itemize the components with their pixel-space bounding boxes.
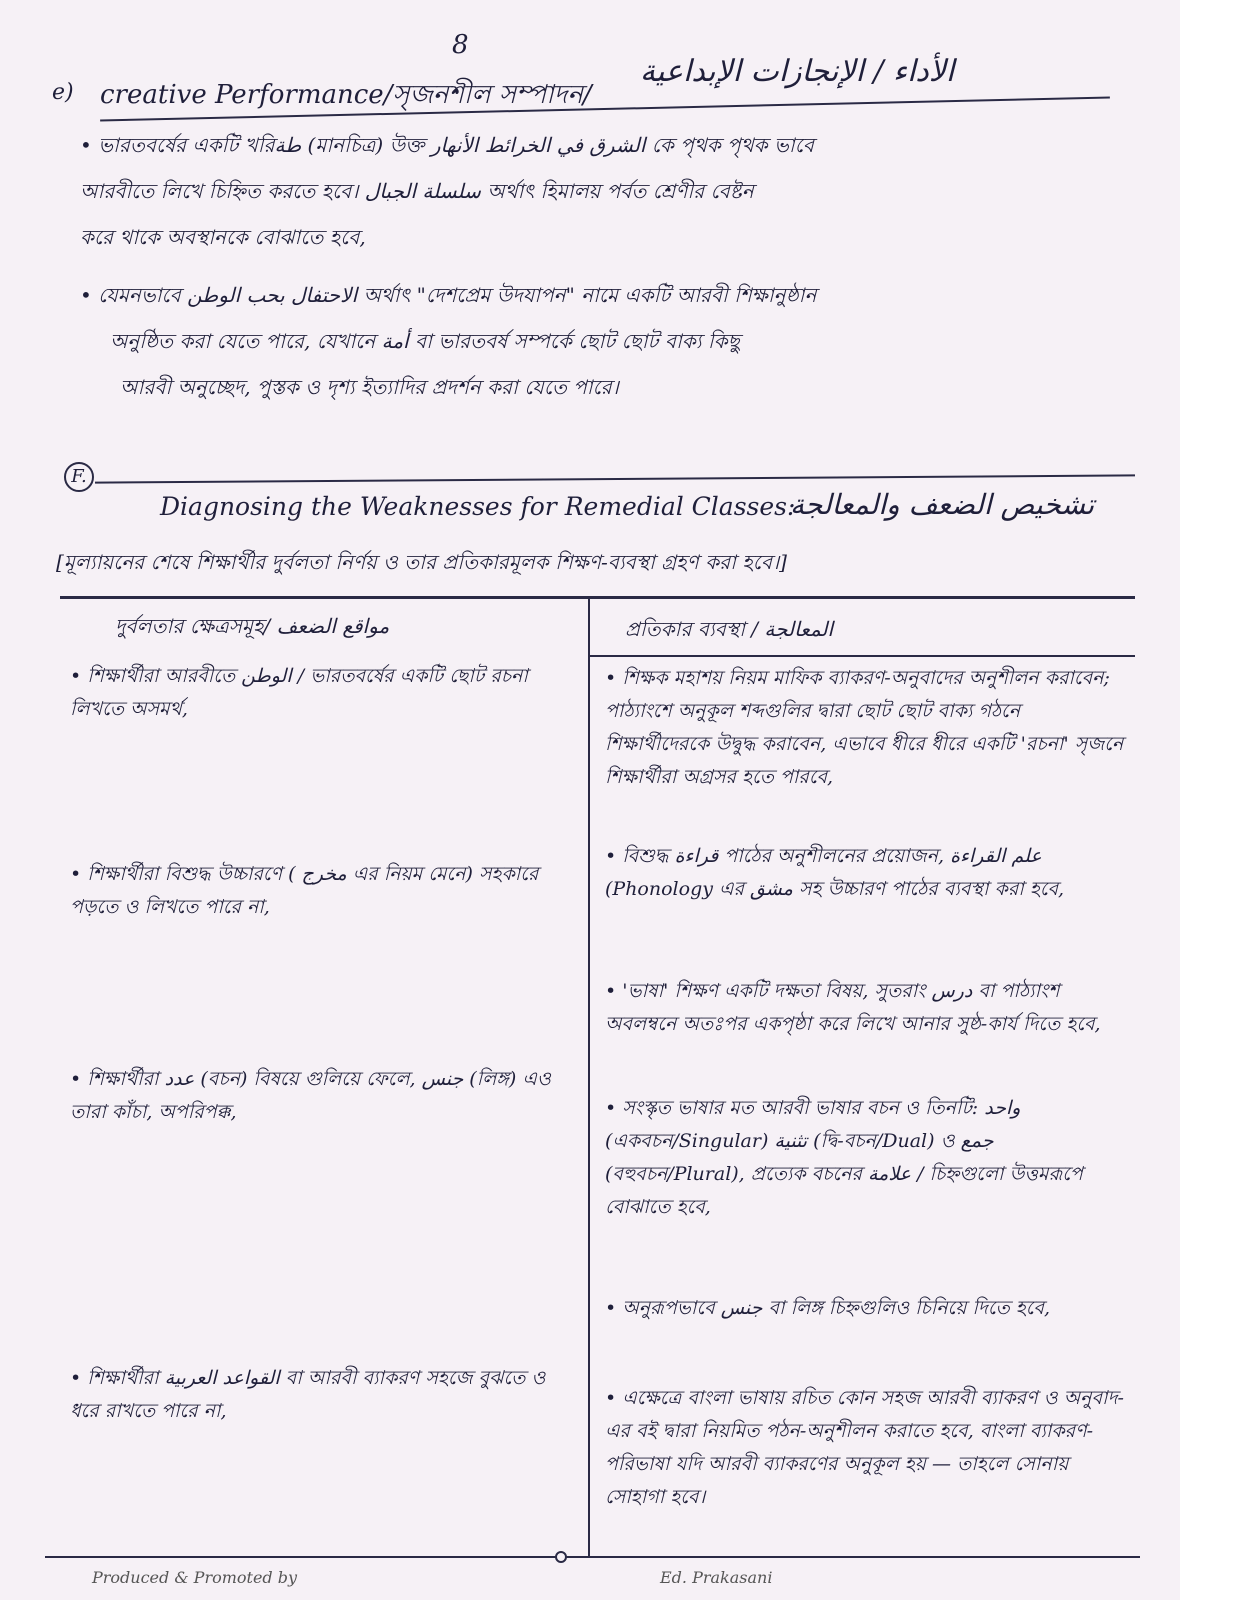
table-col1-header: দুর্বলতার ক্ষেত্রসমূহ/ مواقع الضعف: [115, 614, 390, 638]
para2-line3: আরবী অনুচ্ছেদ, পুস্তক ও দৃশ্য ইত্যাদির প্রদর্শন করা যেতে পারে।: [120, 375, 619, 399]
section-f-heading: Diagnosing the Weaknesses for Remedial Classes:: [160, 492, 796, 521]
remedy-item: • 'ভাষা' শিক্ষণ একটি দক্ষতা বিষয়, সুতরাং درس বা পাঠ্যাংশ অবলম্বনে অতঃপর একপৃষ্ঠা করে লিখে আনার সুষ্ঠ-কার্য দিতে হবে,: [605, 980, 1101, 1035]
table-bottom-dot: [555, 1551, 567, 1563]
section-e-heading-arabic: الأداء / الإنجازات الإبداعية: [640, 54, 955, 89]
section-f-topline: [95, 474, 1135, 483]
para1-line2: আরবীতে লিখে চিহ্নিত করতে হবে। سلسلة الجبال অর্থাৎ হিমালয় পর্বত শ্রেণীর বেষ্টন: [80, 179, 754, 203]
para2-line1: • যেমনভাবে الاحتفال بحب الوطن অর্থাৎ "দেশপ্রেম উদযাপন" নামে একটি আরবী শিক্ষানুষ্ঠান: [80, 283, 817, 307]
section-e-marker: e): [52, 80, 74, 105]
remedy-item: • অনুরূপভাবে جنس বা লিঙ্গ চিহ্নগুলিও চিনিয়ে দিতে হবে,: [605, 1297, 1051, 1319]
table-column-divider: [588, 596, 590, 1556]
section-f-marker: F.: [64, 462, 94, 492]
weakness-item: • শিক্ষার্থীরা বিশুদ্ধ উচ্চারণে ( مخرج এর নিয়ম মেনে) সহকারে পড়তে ও লিখতে পারে না,: [70, 863, 539, 918]
section-f-heading-arabic: تشخيص الضعف والمعالجة: [790, 488, 1095, 521]
footer-right: Ed. Prakasani: [660, 1568, 773, 1587]
weakness-item: • শিক্ষার্থীরা القواعد العربية বা আরবী ব্যাকরণ সহজে বুঝতে ও ধরে রাখতে পারে না,: [70, 1367, 546, 1422]
page-margin-strip: [1180, 0, 1237, 1600]
remedy-item: • সংস্কৃত ভাষার মত আরবী ভাষার বচন ও তিনটি: واحد (একবচন/Singular) تثنية (দ্বি-বচন/Dual) ও جمع (বহুবচন/Plural), প্রত্যেক বচনের علامة / চিহ্নগুলো উত্তমরূপে বোঝাতে হবে,: [605, 1097, 1083, 1218]
table-col2-header: প্রতিকার ব্যবস্থা / المعالجة: [625, 617, 834, 641]
section-e-heading: creative Performance/সৃজনশীল সম্পাদন/: [100, 80, 592, 110]
para1-line3: করে থাকে অবস্থানকে বোঝাতে হবে,: [80, 225, 366, 249]
remedy-item: • শিক্ষক মহাশয় নিয়ম মাফিক ব্যাকরণ-অনুবাদের অনুশীলন করাবেন; পাঠ্যাংশে অনুকূল শব্দগুলির দ্বারা ছোট ছোট বাক্য গঠনে শিক্ষার্থীদেরকে উদ্বুদ্ধ করাবেন, এভাবে ধীরে ধীরে একটি 'রচনা' সৃজনে শিক্ষার্থীরা অগ্রসর হতে পারবে,: [605, 667, 1124, 788]
table-header-line: [590, 655, 1135, 657]
section-e-body: [80, 122, 1140, 410]
footer-left: Produced & Promoted by: [92, 1568, 298, 1587]
para1-line1: • ভারতবর্ষের একটি খরিطة (মানচিত্র) উক্ত الشرق في الخرائط الأنهار কে পৃথক পৃথক ভাবে: [80, 133, 814, 157]
weakness-item: • শিক্ষার্থীরা عدد (বচন) বিষয়ে গুলিয়ে ফেলে, جنس (লিঙ্গ) এও তারা কাঁচা, অপরিপক্ক,: [70, 1068, 551, 1123]
section-f-subheading: [মূল্যায়নের শেষে শিক্ষার্থীর দুর্বলতা নির্ণয় ও তার প্রতিকারমূলক শিক্ষণ-ব্যবস্থা গ্রহণ করা হবে।]: [56, 550, 787, 574]
table-bottom-line: [45, 1556, 1140, 1558]
para2-line2: অনুষ্ঠিত করা যেতে পারে, যেখানে أمة বা ভারতবর্ষ সম্পর্কে ছোট ছোট বাক্য কিছু: [110, 329, 740, 353]
weakness-item: • শিক্ষার্থীরা আরবীতে الوطن / ভারতবর্ষের একটি ছোট রচনা লিখতে অসমর্থ,: [70, 665, 528, 720]
table-top-line: [60, 596, 1135, 599]
remedy-item: • বিশুদ্ধ قراءة পাঠের অনুশীলনের প্রয়োজন, علم القراءة (Phonology এর مشق সহ উচ্চারণ পাঠের ব্যবস্থা করা হবে,: [605, 845, 1065, 900]
remedy-item: • এক্ষেত্রে বাংলা ভাষায় রচিত কোন সহজ আরবী ব্যাকরণ ও অনুবাদ-এর বই দ্বারা নিয়মিত পঠন-অনুশীলন করাতে হবে, বাংলা ব্যাকরণ-পরিভাষা যদি আরবী ব্যাকরণের অনুকূল হয় — তাহলে সোনায় সোহাগা হবে।: [605, 1387, 1124, 1508]
page-number: 8: [452, 30, 469, 60]
